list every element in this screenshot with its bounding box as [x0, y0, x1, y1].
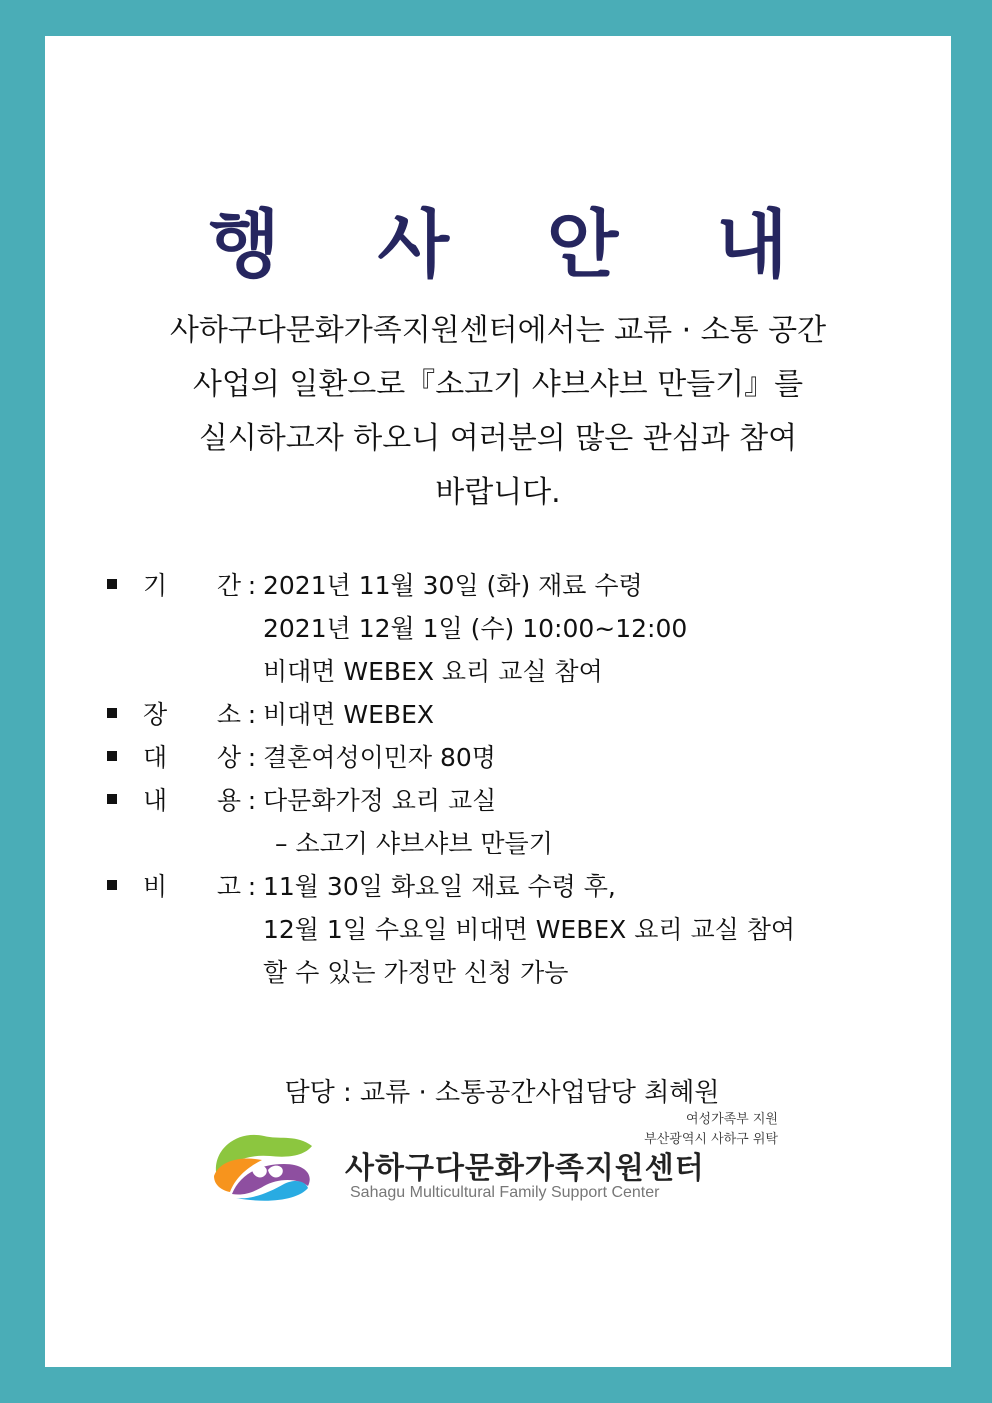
org-name-korean: 사하구다문화가족지원센터	[345, 1151, 705, 1186]
logo-icon	[208, 1126, 318, 1202]
detail-label: 장 소	[143, 700, 241, 729]
colon: :	[247, 872, 257, 901]
bullet-icon	[107, 579, 117, 589]
detail-value: 2021년 11월 30일 (화) 재료 수령 2021년 12월 1일 (수) 10:00~12:00 비대면 WEBEX 요리 교실 참여	[263, 571, 688, 686]
detail-row-content	[107, 779, 913, 865]
bullet-icon	[107, 880, 117, 890]
detail-row-period	[107, 564, 913, 693]
intro-paragraph	[45, 304, 951, 520]
intro-line: 사하구다문화가족지원센터에서는 교류 · 소통 공간	[169, 313, 827, 348]
bullet-icon	[107, 794, 117, 804]
poster-page	[45, 36, 951, 1367]
contact-info: 담당 : 교류 · 소통공간사업담당 최혜원	[284, 1078, 720, 1108]
colon: :	[247, 786, 257, 815]
event-details	[107, 564, 913, 994]
detail-label: 대 상	[143, 743, 241, 772]
intro-line: 사업의 일환으로『소고기 샤브샤브 만들기』를	[192, 367, 804, 402]
colon: :	[247, 571, 257, 600]
bullet-icon	[107, 751, 117, 761]
detail-value: 비대면 WEBEX	[263, 700, 434, 729]
colon: :	[247, 743, 257, 772]
support-info: 여성가족부 지원 부산광역시 사하구 위탁	[644, 1112, 778, 1147]
detail-row-target	[107, 736, 913, 779]
detail-value: 다문화가정 요리 교실 – 소고기 샤브샤브 만들기	[263, 786, 553, 858]
colon: :	[247, 700, 257, 729]
detail-row-place	[107, 693, 913, 736]
detail-label: 내 용	[143, 786, 241, 815]
detail-label: 기 간	[143, 571, 241, 600]
detail-row-note	[107, 865, 913, 994]
bullet-icon	[107, 708, 117, 718]
detail-value: 결혼여성이민자 80명	[263, 743, 496, 772]
intro-line: 실시하고자 하오니 여러분의 많은 관심과 참여	[198, 421, 798, 456]
detail-label: 비 고	[143, 872, 241, 901]
detail-value: 11월 30일 화요일 재료 수령 후, 12월 1일 수요일 비대면 WEBEX 요리 교실 참여 할 수 있는 가정만 신청 가능	[263, 872, 796, 987]
intro-line: 바랍니다.	[435, 475, 561, 510]
org-name-english: Sahagu Multicultural Family Support Center	[350, 1184, 660, 1201]
page-title: 행 사 안 내	[208, 202, 824, 288]
